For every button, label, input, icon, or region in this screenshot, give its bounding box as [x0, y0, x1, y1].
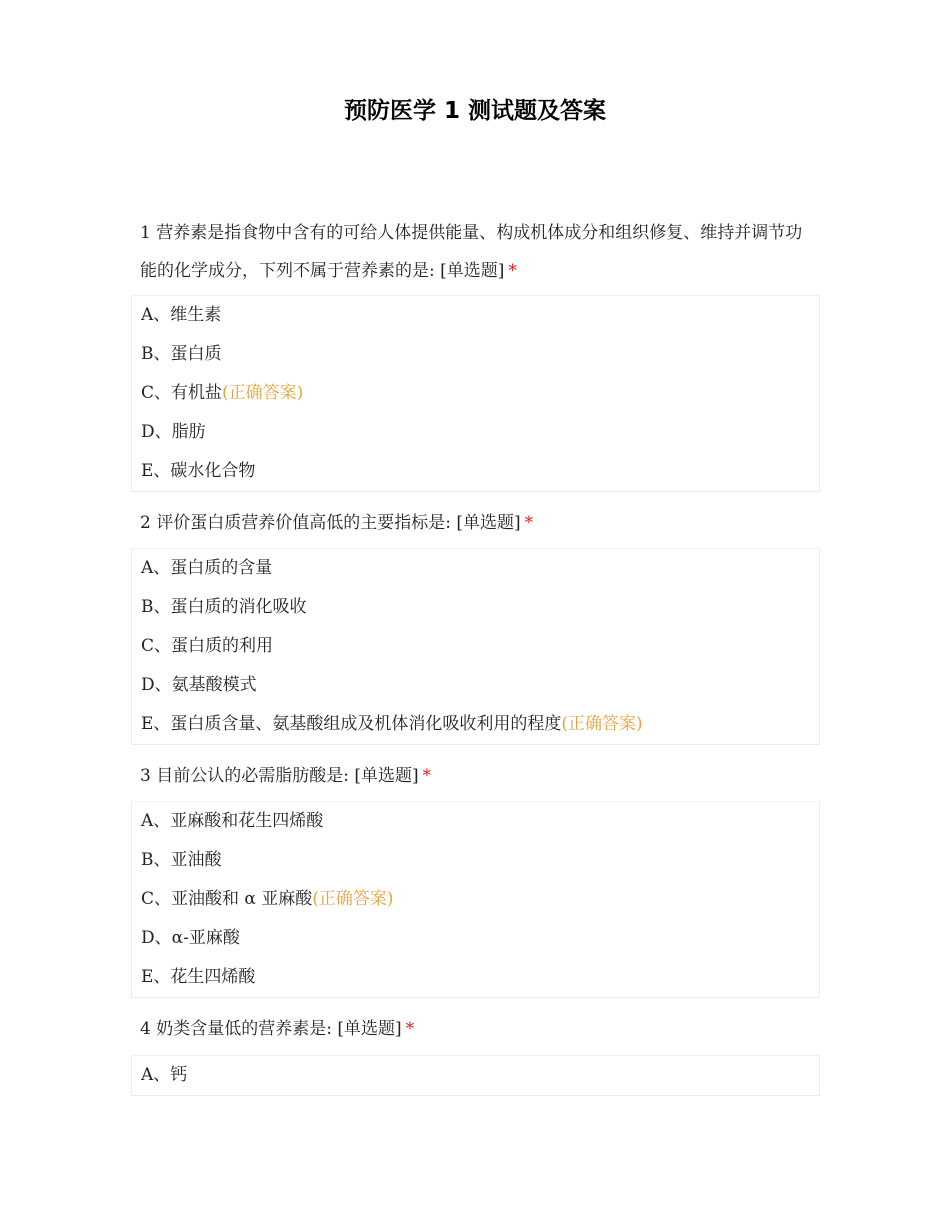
options-list — [131, 801, 820, 998]
option-text: B、亚油酸 — [141, 850, 222, 870]
question-type: [单选题] — [456, 513, 521, 533]
question-type: [单选题] — [354, 766, 419, 786]
option-e[interactable] — [132, 958, 819, 997]
correct-answer-label: (正确答案) — [561, 714, 643, 734]
required-mark: * — [405, 1019, 415, 1039]
correct-answer-label: (正确答案) — [222, 383, 304, 403]
option-e[interactable] — [132, 705, 819, 744]
option-d[interactable] — [132, 413, 819, 452]
option-c[interactable] — [132, 627, 819, 666]
question-4 — [140, 1010, 810, 1048]
option-text: A、钙 — [141, 1065, 188, 1085]
question-1 — [140, 214, 810, 290]
option-text: D、脂肪 — [141, 422, 206, 442]
question-number: 3 — [140, 766, 151, 786]
option-text: C、亚油酸和 α 亚麻酸 — [141, 889, 313, 909]
question-type: [单选题] — [440, 261, 505, 281]
question-type: [单选题] — [337, 1019, 402, 1039]
question-text: 目前公认的必需脂肪酸是: — [156, 766, 349, 786]
question-3 — [140, 757, 810, 795]
option-a[interactable] — [132, 802, 819, 841]
question-text: 营养素是指食物中含有的可给人体提供能量、构成机体成分和组织修复、维持并调节功能的化学成分，下列不属于营养素的是: — [140, 223, 803, 281]
option-e[interactable] — [132, 452, 819, 491]
option-d[interactable] — [132, 919, 819, 958]
option-a[interactable] — [132, 549, 819, 588]
correct-answer-label: (正确答案) — [312, 889, 394, 909]
option-text: C、蛋白质的利用 — [141, 636, 274, 656]
option-text: C、有机盐 — [141, 383, 223, 403]
option-text: B、蛋白质的消化吸收 — [141, 597, 307, 617]
required-mark: * — [524, 513, 534, 533]
option-a[interactable] — [132, 1056, 819, 1095]
option-text: B、蛋白质 — [141, 344, 222, 364]
option-text: E、碳水化合物 — [141, 461, 256, 481]
question-2 — [140, 504, 810, 542]
option-text: A、亚麻酸和花生四烯酸 — [141, 811, 324, 831]
required-mark: * — [422, 766, 432, 786]
question-text: 评价蛋白质营养价值高低的主要指标是: — [156, 513, 451, 533]
question-number: 4 — [140, 1019, 151, 1039]
option-text: E、蛋白质含量、氨基酸组成及机体消化吸收利用的程度 — [141, 714, 562, 734]
option-b[interactable] — [132, 588, 819, 627]
option-b[interactable] — [132, 841, 819, 880]
options-list — [131, 548, 820, 745]
options-list — [131, 1055, 820, 1096]
option-text: A、维生素 — [141, 305, 222, 325]
option-d[interactable] — [132, 666, 819, 705]
option-a[interactable] — [132, 296, 819, 335]
option-c[interactable] — [132, 374, 819, 413]
question-number: 1 — [140, 223, 151, 243]
option-text: A、蛋白质的含量 — [141, 558, 273, 578]
page-title: 预防医学 1 测试题及答案 — [343, 98, 607, 124]
question-number: 2 — [140, 513, 151, 533]
options-list — [131, 295, 820, 492]
option-text: D、α-亚麻酸 — [141, 928, 240, 948]
required-mark: * — [508, 261, 517, 281]
option-b[interactable] — [132, 335, 819, 374]
question-text: 奶类含量低的营养素是: — [156, 1019, 332, 1039]
option-c[interactable] — [132, 880, 819, 919]
option-text: D、氨基酸模式 — [141, 675, 257, 695]
option-text: E、花生四烯酸 — [141, 967, 256, 987]
